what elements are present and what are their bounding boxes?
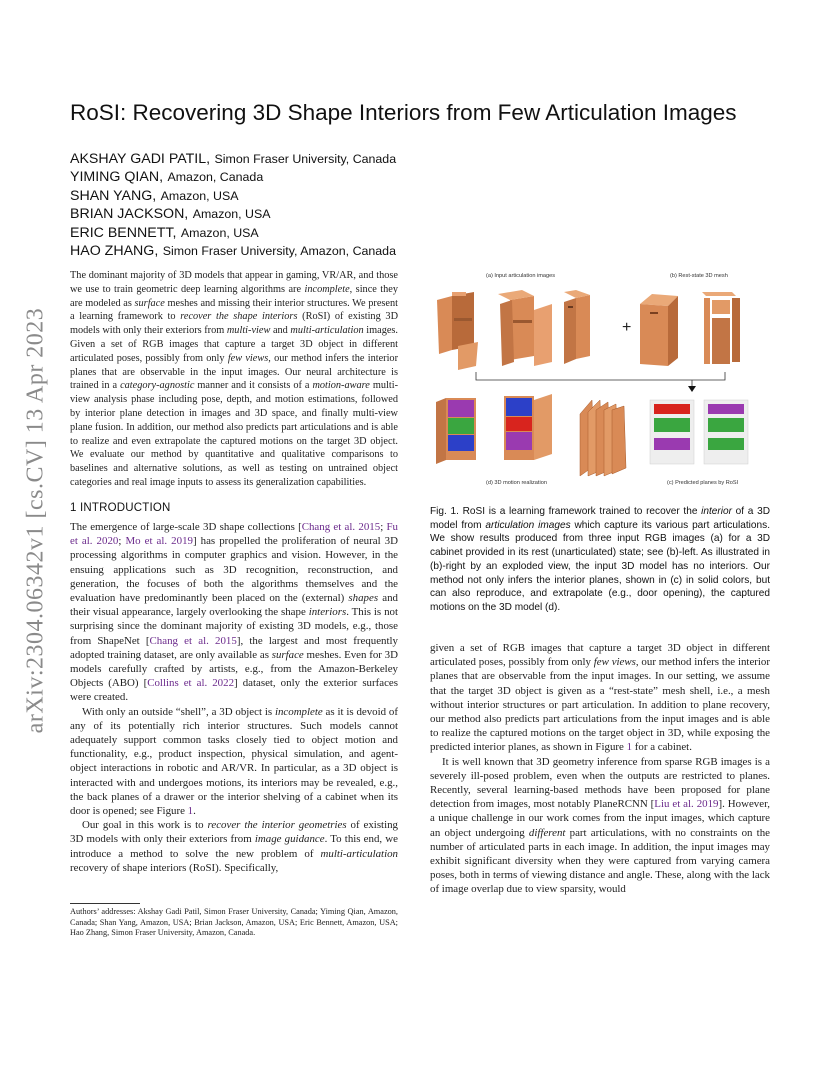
plus-sign: + [622,319,632,336]
author-name: SHAN YANG, [70,187,157,204]
abstract [70,269,398,490]
author-list [70,150,570,260]
figure-label-c: (c) Predicted planes by RoSI [667,480,739,486]
intro-right-column [430,641,770,897]
figure-label-a: (a) Input articulation images [486,273,556,279]
citation-link[interactable]: Fu et al. 2020 [70,521,398,548]
motion-realization-extrapolation [580,400,626,476]
intro-paragraph: given a set of RGB images that capture a target 3D object in different articulated poses, possibly from only few views, our method infers the interior planes that are observable from the input images. In our setting, we assume that the target 3D object is given as a “rest-state” mesh shell, i.e., a mesh without interior structures or part articulation. In addition to plane recovery, our method also predicts part articulations from the input images and is able to realize the captured motions on the target object in 3D, while exposing the predicted interior planes, as shown in Figure 1 for a cabinet. [430,642,771,754]
figure-label-b: (b) Rest-state 3D mesh [670,273,728,279]
figure-1 [430,270,770,492]
figure-reference-link[interactable]: 1 [187,805,194,818]
figure-1-caption: Fig. 1. RoSI is a learning framework trained to recover the interior of a 3D model from articulation images which capture its various part articulations. We show results produced from three input RGB images (a) for a 3D cabinet provided in its rest (unarticulated) state; see (b)-left. As illustrated in (b)-right by an exploded view, the input 3D model has no interiors. Our method not only infers the interior planes, shown in (c) in solid colors, but can also reproduce, and extrapolate (e.g., door opening), the captured motions on the 3D model (d). [430,506,770,613]
citation-link[interactable]: Mo et al. 2019 [125,535,193,548]
paper-title: RoSI: Recovering 3D Shape Interiors from Few Articulation Images [70,100,737,125]
author-affiliation: Simon Fraser University, Canada [214,152,397,166]
input-image-2-cabinet [498,290,552,366]
intro-paragraph: Our goal in this work is to recover the interior geometries of existing 3D models with only their exteriors from image guidance. To this end, we introduce a method to solve the new problem of multi-articulation recovery of shape interiors (RoSI). Specifically, [70,819,399,874]
motion-realization-cabinet-2 [504,394,552,460]
exploded-mesh-view [702,292,740,364]
authors-addresses-footnote: Authors’ addresses: Akshay Gadi Patil, Simon Fraser University, Canada; Yiming Qian, Amazon, Canada; Shan Yang, Amazon, USA; Brian Jackson, Amazon, USA; Eric Bennett, Amazon, USA; Hao Zhang, Simon Fraser University, Amazon, Canada. [70,907,398,938]
author-line [70,205,570,223]
author-line [70,150,570,168]
footnote-divider [70,903,140,904]
rest-state-mesh [640,294,678,366]
author-name: ERIC BENNETT, [70,224,177,241]
intro-paragraph: The emergence of large-scale 3D shape collections [Chang et al. 2015; Fu et al. 2020; Mo et al. 2019] has propelled the proliferation of neural 3D processing algorithms in computer graphics and vision. However, in the ensuing applications such as 3D recognition, reconstruction, and generation, the focuses of both the algorithms themselves and the evaluation have predominantly been placed on the (external) shapes and their visual appearance, largely overlooking the shape interiors. This is not surprising since the dominant majority of existing 3D models, e.g., those from ShapeNet [Chang et al. 2015], the largest and most frequently adopted training dataset, are only available as surface meshes. Even for 3D models carefully crafted by artists, e.g., from the Amazon-Berkeley Objects (ABO) [Collins et al. 2022] dataset, only the exterior surfaces were created. [70,521,398,704]
input-image-3-cabinet [564,290,590,364]
author-affiliation: Amazon, USA [180,225,259,240]
input-image-1-cabinet [437,292,478,370]
figure-label-d: (d) 3D motion realization [486,480,547,486]
arxiv-identifier: arXiv:2304.06342v1 [cs.CV] 13 Apr 2023 [22,307,49,733]
predicted-planes-view-1 [650,400,694,464]
author-line [70,168,570,186]
author-affiliation: Amazon, USA [192,207,271,222]
author-name: AKSHAY GADI PATIL, [70,151,211,167]
intro-paragraph: With only an outside “shell”, a 3D object is incomplete as it is devoid of any of its potentially rich interior structures. Such models cannot adequately support common tasks closely tied to object motion and functionality, e.g., product inspection, physical simulation, and agent-object interactions in robotic and AR/VR. In particular, as a 3D object is interacted with and undergoes motions, its interiors may be revealed, e.g., the back planes of a drawer or the interior shelving of a cabinet when its door is opened; see Figure 1. [70,705,398,818]
author-line [70,224,570,242]
author-name: BRIAN JACKSON, [70,206,189,223]
author-name: HAO ZHANG, [70,243,159,260]
intro-left-column [70,520,398,875]
intro-paragraph: It is well known that 3D geometry inference from sparse RGB images is a severely ill-posed problem, even when the outputs are restricted to planes. Recently, several learning-based methods have been proposed for plane detection from images, most notably PlaneRCNN [Liu et al. 2019]. However, a unique challenge in our work comes from the input images, which capture an object undergoing different part articulations, with no constraints on the number of articulated parts in each image. In addition, the input images may exhibit significant diversity when they were captured from varying camera poses, both in terms of viewing distance and angle. These, along with the lack of image overlap due to view sparsity, would [430,755,771,896]
figure-reference-link[interactable]: 1 [626,741,633,754]
author-affiliation: Simon Fraser University, Amazon, Canada [162,244,396,259]
author-affiliation: Amazon, Canada [167,170,264,185]
figure-illustration [430,270,770,492]
predicted-planes-view-2 [704,400,748,464]
author-affiliation: Amazon, USA [160,188,239,203]
citation-link[interactable]: Liu et al. 2019 [654,798,719,811]
citation-link[interactable]: Chang et al. 2015 [301,521,381,533]
motion-realization-cabinet-1 [436,398,476,464]
citation-link[interactable]: Chang et al. 2015 [149,634,237,647]
author-line [70,242,570,260]
author-line [70,187,570,205]
citation-link[interactable]: Collins et al. 2022 [147,677,235,690]
section-heading-introduction: 1 INTRODUCTION [70,502,171,514]
abstract-text: The dominant majority of 3D models that appear in gaming, VR/AR, and those we use to train geometric deep learning algorithms are incomplete, since they are modeled as surface meshes and missing their interior structures. We present a learning framework to recover the shape interiors (RoSI) of existing 3D models with only their exteriors from multi-view and multi-articulation images. Given a set of RGB images that capture a target 3D object in different articulated poses, possibly from only few views, our method infers the interior planes that are observable in the input images. Our neural architecture is trained in a category-agnostic manner and it consists of a motion-aware multi-view analysis phase including pose, depth, and motion estimations, followed by interior plane detection in images and 3D space, and finally multi-view plane fusion. In addition, our method also predicts part articulations and is able to realize and even extrapolate the captured motions on the target 3D object. We evaluate our method by quantitative and qualitative comparisons to baselines and alternative solutions, as well as testing on untrained object categories and real image inputs to assess its generalization capabilities. [70,270,399,488]
author-name: YIMING QIAN, [70,169,164,186]
